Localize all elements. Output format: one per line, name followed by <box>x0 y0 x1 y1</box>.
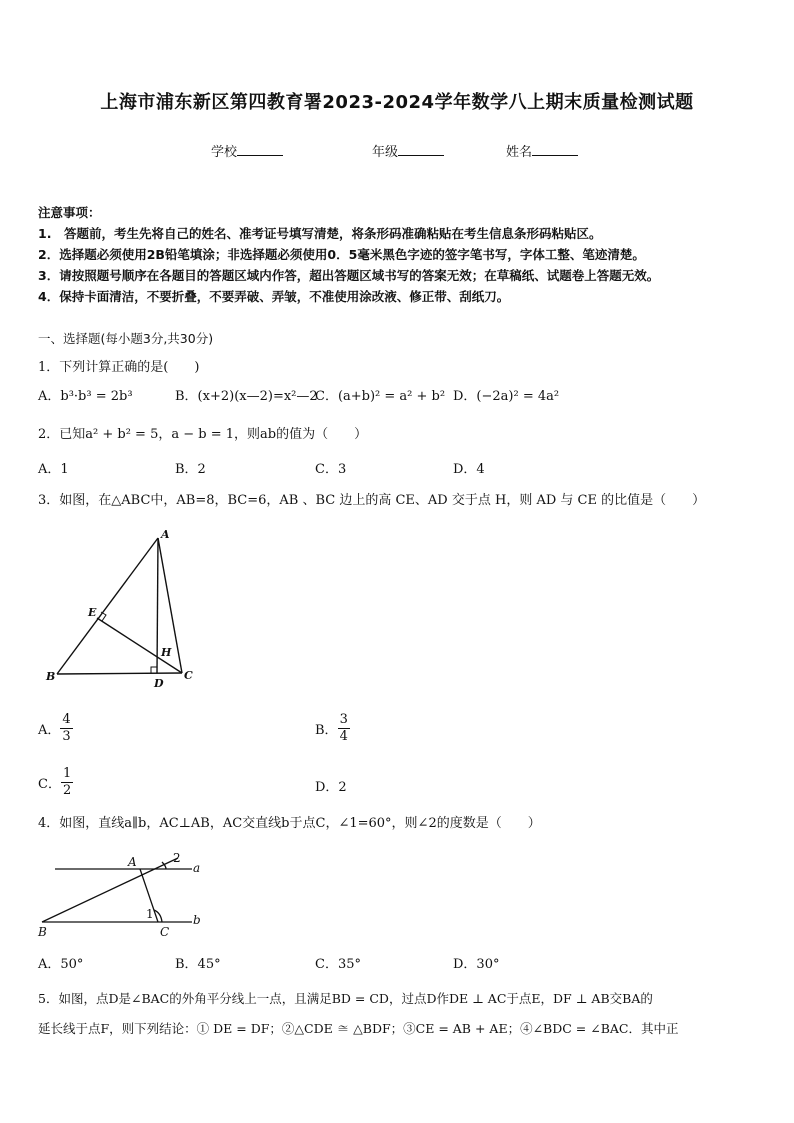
question-5-line-2: 延长线于点F，则下列结论：① DE = DF；②△CDE ≅ △BDF；③CE = AB + AE；④∠BDC = ∠BAC．其中正 <box>38 1021 679 1036</box>
q3-option-c-fraction <box>61 766 73 799</box>
q4-option-b[interactable]: B．45° <box>175 957 221 972</box>
note-item: 4．保持卡面清洁，不要折叠，不要弄破、弄皱，不准使用涂改液、修正带、刮纸刀。 <box>38 289 510 304</box>
q4-option-c[interactable]: C．35° <box>315 957 361 972</box>
label-d: D <box>154 677 164 688</box>
school-field <box>211 141 283 160</box>
q3-option-c-label: C． <box>38 777 61 792</box>
parallel-lines-figure <box>30 840 220 940</box>
name-blank[interactable] <box>532 143 578 156</box>
right-angle-mark-d <box>151 667 157 673</box>
q3-option-a[interactable] <box>38 712 73 745</box>
q3-option-c[interactable] <box>38 766 73 799</box>
section-heading: 一、选择题(每小题3分,共30分) <box>38 331 214 346</box>
fraction-denominator: 2 <box>62 783 72 798</box>
label-c-point: C <box>160 925 170 939</box>
q4-option-a[interactable]: A．50° <box>38 957 84 972</box>
note-item: 3．请按照题号顺序在各题目的答题区域内作答，超出答题区域书写的答案无效；在草稿纸、试题卷上答题无效。 <box>38 268 660 283</box>
question-2-stem: 2．已知a² + b² = 5，a − b = 1，则ab的值为（ ） <box>38 427 368 442</box>
q1-option-b[interactable]: B．(x+2)(x—2)=x²—2 <box>175 389 318 404</box>
question-1-stem: 1．下列计算正确的是( ) <box>38 360 200 375</box>
q1-option-d[interactable]: D．(−2a)² = 4a² <box>453 389 560 404</box>
grade-label: 年级 <box>372 145 399 160</box>
fraction-denominator: 4 <box>339 729 348 744</box>
page-title: 上海市浦东新区第四教育署2023-2024学年数学八上期末质量检测试题 <box>100 92 694 113</box>
note-item: 1. 答题前，考生先将自己的姓名、准考证号填写清楚，将条形码准确粘贴在考生信息条形码粘贴区。 <box>38 226 602 241</box>
q2-option-a[interactable]: A．1 <box>38 462 69 477</box>
q3-option-d[interactable]: D．2 <box>315 780 347 795</box>
label-line-a: a <box>193 861 201 875</box>
q2-option-c[interactable]: C．3 <box>315 462 347 477</box>
q2-option-b[interactable]: B．2 <box>175 462 206 477</box>
grade-blank[interactable] <box>398 143 444 156</box>
segment-bc <box>57 673 182 674</box>
question-3-stem: 3．如图，在△ABC中，AB=8，BC=6，AB 、BC 边上的高 CE、AD 交于点 H，则 AD 与 CE 的比值是（ ） <box>38 493 706 508</box>
label-c: C <box>184 669 193 682</box>
label-b: B <box>46 670 56 683</box>
altitude-ad <box>157 538 158 673</box>
label-a: A <box>161 528 170 541</box>
q2-option-d[interactable]: D．4 <box>453 462 485 477</box>
label-line-b: b <box>193 913 201 927</box>
fraction-numerator: 4 <box>62 712 71 727</box>
q3-option-a-fraction <box>60 712 72 745</box>
q4-option-d[interactable]: D．30° <box>453 957 500 972</box>
school-blank[interactable] <box>237 143 283 156</box>
label-h: H <box>161 646 172 659</box>
name-label: 姓名 <box>506 145 533 160</box>
school-label: 学校 <box>211 145 238 160</box>
fraction-numerator: 1 <box>62 766 72 781</box>
fraction-numerator: 3 <box>339 712 348 727</box>
question-5-line-1: 5．如图，点D是∠BAC的外角平分线上一点，且满足BD = CD，过点D作DE ⊥ AC于点E，DF ⊥ AB交BA的 <box>38 991 653 1006</box>
label-a-point: A <box>128 855 137 869</box>
q3-option-a-label: A． <box>38 723 61 738</box>
fraction-denominator: 3 <box>62 729 71 744</box>
q3-option-b-fraction <box>338 712 350 745</box>
segment-ab <box>57 538 158 674</box>
q3-option-b[interactable] <box>315 712 350 745</box>
triangle-figure <box>40 528 200 688</box>
label-angle-2: 2 <box>173 851 181 865</box>
notes-heading: 注意事项： <box>38 205 101 220</box>
name-field <box>506 141 578 160</box>
grade-field <box>372 141 444 160</box>
note-item: 2．选择题必须使用2B铅笔填涂；非选择题必须使用0．5毫米黑色字迹的签字笔书写，字体工整、笔迹清楚。 <box>38 247 645 262</box>
label-e: E <box>88 606 97 619</box>
q3-option-b-label: B． <box>315 723 338 738</box>
q1-option-c[interactable]: C．(a+b)² = a² + b² <box>315 389 446 404</box>
question-4-stem: 4．如图，直线a∥b，AC⊥AB，AC交直线b于点C，∠1=60°，则∠2的度数是（ ） <box>38 816 541 831</box>
q1-option-a[interactable]: A．b³·b³ = 2b³ <box>38 389 133 404</box>
label-angle-1: 1 <box>146 907 154 921</box>
label-b-point: B <box>38 925 47 939</box>
